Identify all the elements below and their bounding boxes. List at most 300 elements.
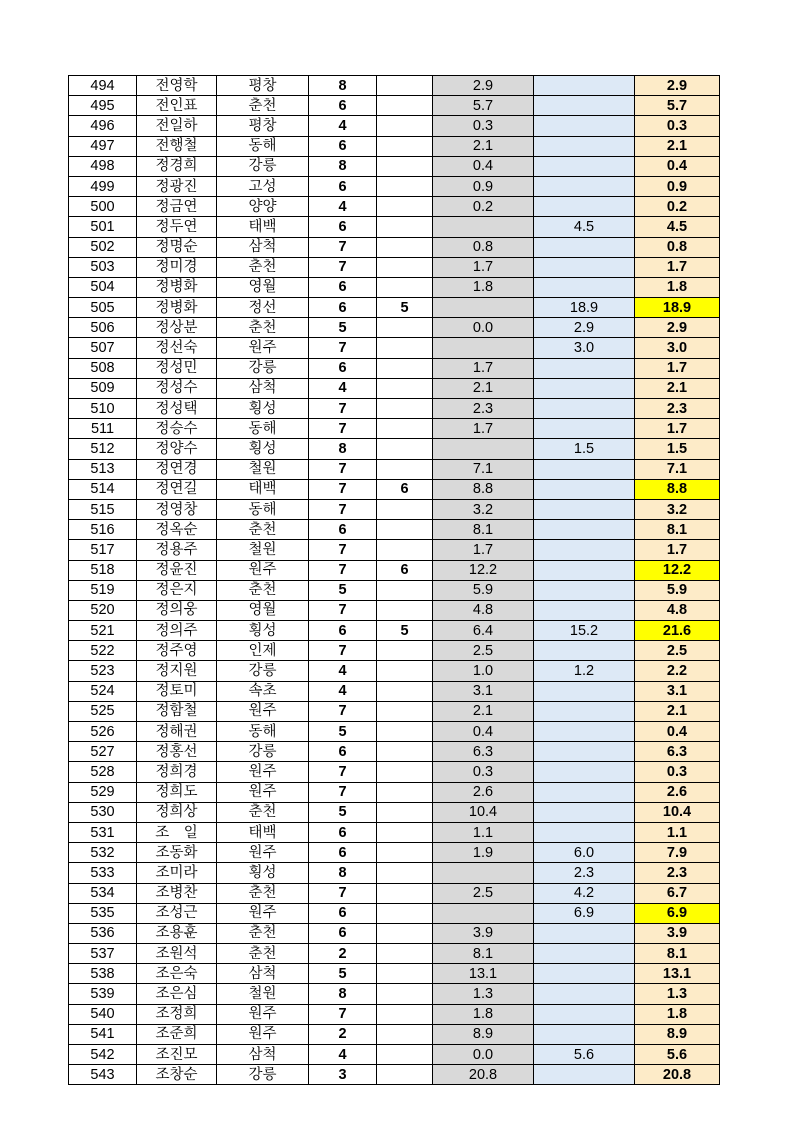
mark-cell [377, 217, 433, 237]
mark-cell [377, 822, 433, 842]
value-a-cell [433, 903, 534, 923]
value-a-cell: 5.9 [433, 580, 534, 600]
grade-cell: 7 [309, 499, 377, 519]
value-a-cell: 8.9 [433, 1024, 534, 1044]
row-number-cell: 519 [69, 580, 137, 600]
region-cell: 원주 [217, 701, 309, 721]
name-cell: 정희상 [137, 802, 217, 822]
name-cell: 전일하 [137, 116, 217, 136]
row-number-cell: 524 [69, 681, 137, 701]
region-cell: 춘천 [217, 257, 309, 277]
total-cell: 1.8 [635, 1004, 720, 1024]
table-row [69, 116, 720, 136]
region-cell: 동해 [217, 499, 309, 519]
value-b-cell [534, 762, 635, 782]
table-body [69, 76, 720, 1085]
grade-cell: 8 [309, 156, 377, 176]
value-a-cell: 1.0 [433, 661, 534, 681]
total-cell: 0.9 [635, 176, 720, 196]
value-a-cell: 20.8 [433, 1065, 534, 1085]
value-a-cell: 2.3 [433, 399, 534, 419]
name-cell: 정명순 [137, 237, 217, 257]
mark-cell [377, 136, 433, 156]
region-cell: 원주 [217, 560, 309, 580]
mark-cell [377, 257, 433, 277]
region-cell: 횡성 [217, 863, 309, 883]
total-cell: 20.8 [635, 1065, 720, 1085]
mark-cell [377, 883, 433, 903]
mark-cell [377, 742, 433, 762]
grade-cell: 2 [309, 1024, 377, 1044]
table-row [69, 681, 720, 701]
region-cell: 태백 [217, 217, 309, 237]
row-number-cell: 543 [69, 1065, 137, 1085]
name-cell: 조미라 [137, 863, 217, 883]
region-cell: 강릉 [217, 156, 309, 176]
table-row [69, 560, 720, 580]
value-b-cell [534, 499, 635, 519]
total-cell: 1.3 [635, 984, 720, 1004]
value-b-cell [534, 742, 635, 762]
total-cell: 8.1 [635, 520, 720, 540]
value-b-cell [534, 459, 635, 479]
value-a-cell: 7.1 [433, 459, 534, 479]
row-number-cell: 538 [69, 964, 137, 984]
grade-cell: 4 [309, 681, 377, 701]
value-a-cell: 5.7 [433, 96, 534, 116]
total-cell: 2.1 [635, 701, 720, 721]
row-number-cell: 521 [69, 621, 137, 641]
value-b-cell [534, 641, 635, 661]
name-cell: 정승수 [137, 419, 217, 439]
value-a-cell: 3.9 [433, 923, 534, 943]
table-row [69, 197, 720, 217]
grade-cell: 5 [309, 580, 377, 600]
value-b-cell [534, 540, 635, 560]
region-cell: 양양 [217, 197, 309, 217]
value-b-cell [534, 76, 635, 96]
row-number-cell: 508 [69, 358, 137, 378]
grade-cell: 6 [309, 621, 377, 641]
value-b-cell [534, 722, 635, 742]
grade-cell: 7 [309, 479, 377, 499]
value-a-cell: 0.2 [433, 197, 534, 217]
total-cell: 2.1 [635, 136, 720, 156]
row-number-cell: 495 [69, 96, 137, 116]
value-a-cell: 0.3 [433, 116, 534, 136]
row-number-cell: 535 [69, 903, 137, 923]
mark-cell [377, 1024, 433, 1044]
grade-cell: 7 [309, 782, 377, 802]
row-number-cell: 539 [69, 984, 137, 1004]
name-cell: 정지원 [137, 661, 217, 681]
grade-cell: 7 [309, 701, 377, 721]
mark-cell [377, 802, 433, 822]
total-cell: 10.4 [635, 802, 720, 822]
value-b-cell [534, 197, 635, 217]
value-b-cell [534, 96, 635, 116]
region-cell: 삼척 [217, 237, 309, 257]
mark-cell [377, 378, 433, 398]
value-a-cell: 4.8 [433, 600, 534, 620]
name-cell: 정함철 [137, 701, 217, 721]
region-cell: 춘천 [217, 883, 309, 903]
region-cell: 춘천 [217, 318, 309, 338]
mark-cell [377, 600, 433, 620]
row-number-cell: 537 [69, 944, 137, 964]
grade-cell: 7 [309, 419, 377, 439]
row-number-cell: 541 [69, 1024, 137, 1044]
name-cell: 조은숙 [137, 964, 217, 984]
name-cell: 정연길 [137, 479, 217, 499]
value-b-cell [534, 156, 635, 176]
total-cell: 4.5 [635, 217, 720, 237]
value-b-cell [534, 944, 635, 964]
total-cell: 8.1 [635, 944, 720, 964]
table-row [69, 459, 720, 479]
table-row [69, 843, 720, 863]
value-a-cell: 2.9 [433, 76, 534, 96]
value-b-cell [534, 277, 635, 297]
table-row [69, 439, 720, 459]
value-b-cell [534, 600, 635, 620]
row-number-cell: 516 [69, 520, 137, 540]
value-b-cell [534, 560, 635, 580]
total-cell: 3.2 [635, 499, 720, 519]
total-cell: 7.1 [635, 459, 720, 479]
mark-cell: 5 [377, 621, 433, 641]
row-number-cell: 512 [69, 439, 137, 459]
grade-cell: 2 [309, 944, 377, 964]
table-row [69, 257, 720, 277]
total-cell: 3.0 [635, 338, 720, 358]
mark-cell [377, 439, 433, 459]
total-cell: 3.1 [635, 681, 720, 701]
table-row [69, 1024, 720, 1044]
region-cell: 태백 [217, 822, 309, 842]
region-cell: 철원 [217, 540, 309, 560]
value-a-cell: 8.8 [433, 479, 534, 499]
total-cell: 7.9 [635, 843, 720, 863]
name-cell: 정옥순 [137, 520, 217, 540]
region-cell: 철원 [217, 984, 309, 1004]
grade-cell: 6 [309, 843, 377, 863]
grade-cell: 7 [309, 459, 377, 479]
mark-cell [377, 419, 433, 439]
grade-cell: 4 [309, 197, 377, 217]
row-number-cell: 494 [69, 76, 137, 96]
mark-cell: 6 [377, 479, 433, 499]
table-row [69, 156, 720, 176]
row-number-cell: 533 [69, 863, 137, 883]
grade-cell: 6 [309, 923, 377, 943]
total-cell: 8.8 [635, 479, 720, 499]
table-row [69, 1065, 720, 1085]
grade-cell: 7 [309, 237, 377, 257]
name-cell: 정성택 [137, 399, 217, 419]
row-number-cell: 536 [69, 923, 137, 943]
name-cell: 정상분 [137, 318, 217, 338]
table-row [69, 964, 720, 984]
mark-cell [377, 762, 433, 782]
name-cell: 정미경 [137, 257, 217, 277]
value-b-cell [534, 419, 635, 439]
region-cell: 고성 [217, 176, 309, 196]
name-cell: 정두연 [137, 217, 217, 237]
value-a-cell: 2.5 [433, 641, 534, 661]
name-cell: 조준희 [137, 1024, 217, 1044]
value-b-cell [534, 923, 635, 943]
mark-cell [377, 580, 433, 600]
value-a-cell: 0.9 [433, 176, 534, 196]
mark-cell [377, 540, 433, 560]
total-cell: 0.4 [635, 156, 720, 176]
total-cell: 3.9 [635, 923, 720, 943]
grade-cell: 6 [309, 742, 377, 762]
mark-cell [377, 318, 433, 338]
row-number-cell: 509 [69, 378, 137, 398]
value-b-cell: 3.0 [534, 338, 635, 358]
region-cell: 평창 [217, 116, 309, 136]
mark-cell [377, 76, 433, 96]
total-cell: 1.5 [635, 439, 720, 459]
name-cell: 조병찬 [137, 883, 217, 903]
name-cell: 정윤진 [137, 560, 217, 580]
value-a-cell: 10.4 [433, 802, 534, 822]
grade-cell: 5 [309, 964, 377, 984]
name-cell: 정은지 [137, 580, 217, 600]
table-row [69, 217, 720, 237]
row-number-cell: 542 [69, 1045, 137, 1065]
value-b-cell [534, 782, 635, 802]
table-row [69, 520, 720, 540]
value-b-cell: 4.2 [534, 883, 635, 903]
value-a-cell: 1.1 [433, 822, 534, 842]
region-cell: 강릉 [217, 661, 309, 681]
value-a-cell: 2.5 [433, 883, 534, 903]
table-row [69, 338, 720, 358]
total-cell: 6.7 [635, 883, 720, 903]
value-b-cell: 6.0 [534, 843, 635, 863]
table-row [69, 903, 720, 923]
total-cell: 1.7 [635, 257, 720, 277]
name-cell: 정의주 [137, 621, 217, 641]
total-cell: 1.1 [635, 822, 720, 842]
row-number-cell: 499 [69, 176, 137, 196]
name-cell: 전인표 [137, 96, 217, 116]
grade-cell: 5 [309, 318, 377, 338]
mark-cell [377, 681, 433, 701]
table-row [69, 479, 720, 499]
value-a-cell [433, 298, 534, 318]
grade-cell: 7 [309, 600, 377, 620]
total-cell: 1.7 [635, 540, 720, 560]
mark-cell [377, 499, 433, 519]
name-cell: 조성근 [137, 903, 217, 923]
name-cell: 조은심 [137, 984, 217, 1004]
region-cell: 원주 [217, 1024, 309, 1044]
name-cell: 정영창 [137, 499, 217, 519]
table-row [69, 802, 720, 822]
mark-cell [377, 1004, 433, 1024]
row-number-cell: 515 [69, 499, 137, 519]
value-b-cell: 6.9 [534, 903, 635, 923]
name-cell: 정희도 [137, 782, 217, 802]
grade-cell: 4 [309, 661, 377, 681]
value-b-cell: 1.2 [534, 661, 635, 681]
name-cell: 정경희 [137, 156, 217, 176]
name-cell: 정해권 [137, 722, 217, 742]
value-b-cell [534, 1004, 635, 1024]
region-cell: 횡성 [217, 439, 309, 459]
mark-cell [377, 520, 433, 540]
row-number-cell: 506 [69, 318, 137, 338]
total-cell: 6.9 [635, 903, 720, 923]
grade-cell: 8 [309, 439, 377, 459]
value-a-cell: 1.8 [433, 1004, 534, 1024]
value-b-cell: 18.9 [534, 298, 635, 318]
value-a-cell: 8.1 [433, 944, 534, 964]
grade-cell: 8 [309, 76, 377, 96]
table-row [69, 782, 720, 802]
value-a-cell: 2.6 [433, 782, 534, 802]
grade-cell: 8 [309, 863, 377, 883]
value-b-cell [534, 681, 635, 701]
value-a-cell: 0.3 [433, 762, 534, 782]
region-cell: 삼척 [217, 1045, 309, 1065]
total-cell: 6.3 [635, 742, 720, 762]
value-b-cell [534, 116, 635, 136]
total-cell: 0.3 [635, 116, 720, 136]
total-cell: 12.2 [635, 560, 720, 580]
name-cell: 전영학 [137, 76, 217, 96]
region-cell: 강릉 [217, 1065, 309, 1085]
name-cell: 정의웅 [137, 600, 217, 620]
name-cell: 정토미 [137, 681, 217, 701]
region-cell: 동해 [217, 722, 309, 742]
value-a-cell: 13.1 [433, 964, 534, 984]
table-row [69, 96, 720, 116]
region-cell: 원주 [217, 762, 309, 782]
row-number-cell: 525 [69, 701, 137, 721]
value-b-cell [534, 1024, 635, 1044]
value-a-cell: 1.7 [433, 257, 534, 277]
name-cell: 정성수 [137, 378, 217, 398]
grade-cell: 7 [309, 399, 377, 419]
mark-cell [377, 156, 433, 176]
mark-cell [377, 944, 433, 964]
value-a-cell: 0.0 [433, 1045, 534, 1065]
row-number-cell: 530 [69, 802, 137, 822]
name-cell: 정용주 [137, 540, 217, 560]
value-b-cell [534, 701, 635, 721]
mark-cell [377, 923, 433, 943]
mark-cell [377, 277, 433, 297]
grade-cell: 5 [309, 722, 377, 742]
total-cell: 0.3 [635, 762, 720, 782]
total-cell: 5.9 [635, 580, 720, 600]
value-b-cell: 4.5 [534, 217, 635, 237]
name-cell: 조용훈 [137, 923, 217, 943]
value-a-cell: 0.4 [433, 156, 534, 176]
table-row [69, 419, 720, 439]
region-cell: 춘천 [217, 802, 309, 822]
total-cell: 2.6 [635, 782, 720, 802]
name-cell: 조창순 [137, 1065, 217, 1085]
region-cell: 춘천 [217, 944, 309, 964]
region-cell: 원주 [217, 1004, 309, 1024]
name-cell: 정금연 [137, 197, 217, 217]
value-a-cell: 2.1 [433, 378, 534, 398]
table-row [69, 883, 720, 903]
grade-cell: 4 [309, 378, 377, 398]
region-cell: 횡성 [217, 621, 309, 641]
name-cell: 조진모 [137, 1045, 217, 1065]
grade-cell: 4 [309, 1045, 377, 1065]
value-a-cell: 0.8 [433, 237, 534, 257]
mark-cell [377, 903, 433, 923]
mark-cell [377, 722, 433, 742]
value-a-cell: 12.2 [433, 560, 534, 580]
table-row [69, 621, 720, 641]
table-row [69, 762, 720, 782]
table-row [69, 399, 720, 419]
name-cell: 조 일 [137, 822, 217, 842]
table-row [69, 76, 720, 96]
total-cell: 2.3 [635, 863, 720, 883]
grade-cell: 5 [309, 802, 377, 822]
value-a-cell [433, 217, 534, 237]
row-number-cell: 498 [69, 156, 137, 176]
value-a-cell: 6.4 [433, 621, 534, 641]
table-row [69, 378, 720, 398]
name-cell: 정희경 [137, 762, 217, 782]
table-row [69, 176, 720, 196]
total-cell: 8.9 [635, 1024, 720, 1044]
table-row [69, 277, 720, 297]
row-number-cell: 522 [69, 641, 137, 661]
value-a-cell: 0.0 [433, 318, 534, 338]
grade-cell: 7 [309, 641, 377, 661]
name-cell: 정병화 [137, 298, 217, 318]
mark-cell [377, 399, 433, 419]
total-cell: 21.6 [635, 621, 720, 641]
grade-cell: 8 [309, 984, 377, 1004]
mark-cell [377, 984, 433, 1004]
region-cell: 강릉 [217, 742, 309, 762]
table-row [69, 600, 720, 620]
value-b-cell: 2.3 [534, 863, 635, 883]
name-cell: 정주영 [137, 641, 217, 661]
region-cell: 영월 [217, 600, 309, 620]
row-number-cell: 500 [69, 197, 137, 217]
total-cell: 5.7 [635, 96, 720, 116]
row-number-cell: 496 [69, 116, 137, 136]
row-number-cell: 502 [69, 237, 137, 257]
grade-cell: 7 [309, 257, 377, 277]
row-number-cell: 534 [69, 883, 137, 903]
mark-cell [377, 843, 433, 863]
grade-cell: 6 [309, 277, 377, 297]
value-a-cell: 1.7 [433, 419, 534, 439]
row-number-cell: 507 [69, 338, 137, 358]
name-cell: 정성민 [137, 358, 217, 378]
total-cell: 2.2 [635, 661, 720, 681]
table-row [69, 136, 720, 156]
table-row [69, 641, 720, 661]
row-number-cell: 518 [69, 560, 137, 580]
row-number-cell: 528 [69, 762, 137, 782]
